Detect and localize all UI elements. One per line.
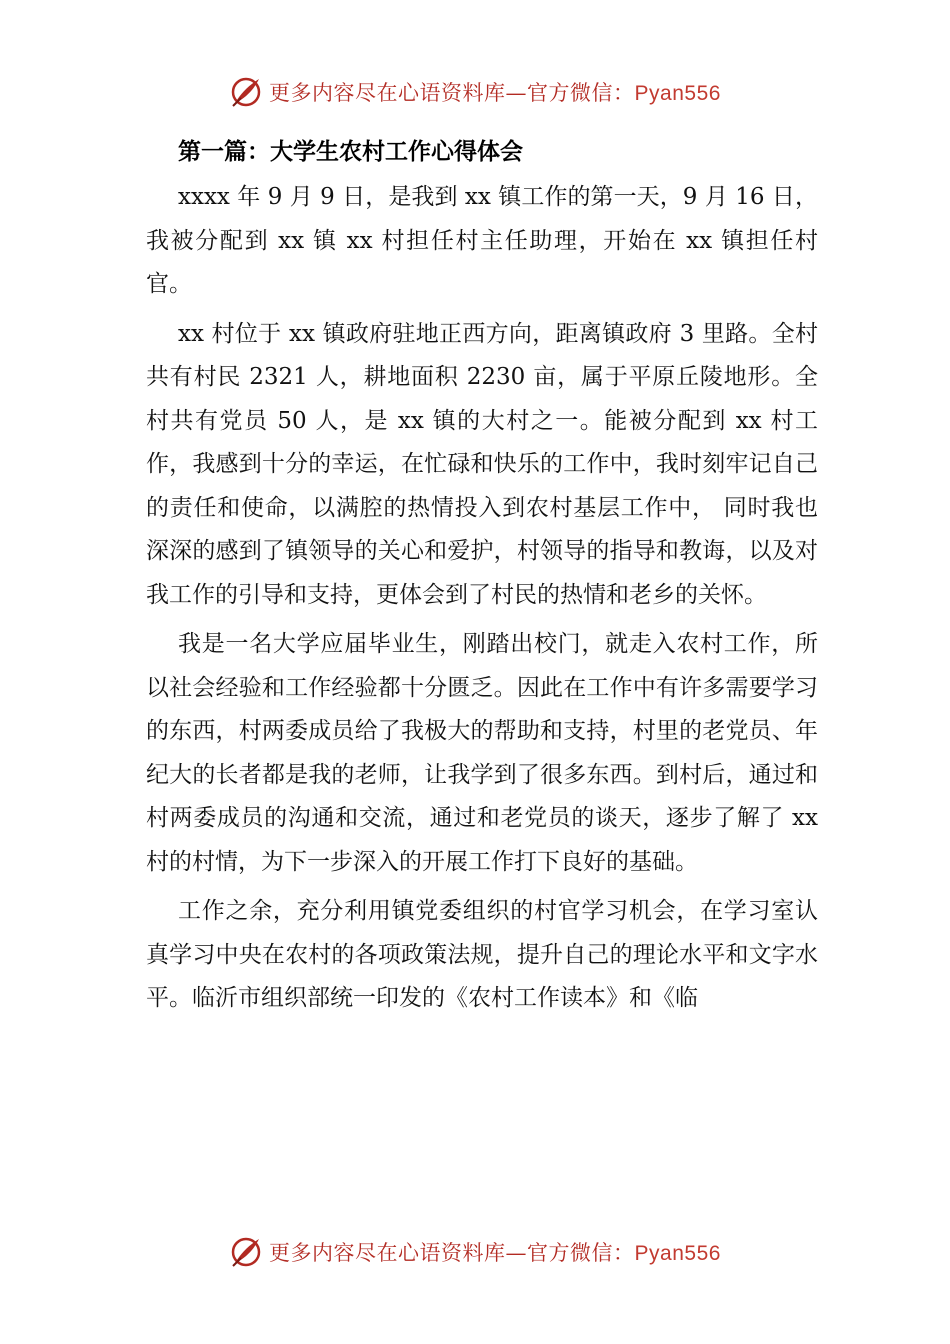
paragraph-4: 工作之余，充分利用镇党委组织的村官学习机会，在学习室认真学习中央在农村的各项政策法规，提升自己的理论水平和文字水平。临沂市组织部统一印发的《农村工作读本》和《临 — [146, 898, 818, 1011]
document-title: 第一篇：大学生农村工作心得体会 — [178, 139, 523, 165]
paragraph-2: xx 村位于 xx 镇政府驻地正西方向，距离镇政府 3 里路。全村共有村民 2321 人，耕地面积 2230 亩，属于平原丘陵地形。全村共有党员 50 人，是 xx 镇的大村之一。能被分配到 xx 村工作，我感到十分的幸运，在忙碌和快乐的工作中，我时刻牢记自己的责任和使命，以满腔的热情投入到农村基层工作中， 同时我也深深的感到了镇领导的关心和爱护，村领导的指导和教诲，以及对我工作的引导和支持，更体会到了村民的热情和老乡的关怀。 — [146, 320, 818, 608]
footer-banner-text: 更多内容尽在心语资料库—官方微信：Pyan556 — [269, 1241, 721, 1265]
paragraph-3: 我是一名大学应届毕业生，刚踏出校门，就走入农村工作，所以社会经验和工作经验都十分匮乏。因此在工作中有许多需要学习的东西，村两委成员给了我极大的帮助和支持，村里的老党员、年纪大的长者都是我的老师，让我学到了很多东西。到村后，通过和村两委成员的沟通和交流，通过和老党员的谈天，逐步了解了 xx 村的村情，为下一步深入的开展工作打下良好的基础。 — [146, 631, 818, 875]
header-wechat-handle: Pyan556 — [634, 82, 721, 105]
footer-banner — [0, 1232, 950, 1272]
feather-pen-logo-icon — [229, 75, 263, 109]
feather-pen-logo-icon — [229, 1235, 263, 1269]
footer-wechat-handle: Pyan556 — [634, 1242, 721, 1265]
document-body — [146, 128, 818, 1027]
paragraph-1: xxxx 年 9 月 9 日，是我到 xx 镇工作的第一天，9 月 16 日， 我被分配到 xx 镇 xx 村担任村主任助理，开始在 xx 镇担任村官。 — [146, 184, 818, 297]
header-banner — [0, 72, 950, 112]
header-banner-text: 更多内容尽在心语资料库—官方微信：Pyan556 — [269, 81, 721, 105]
